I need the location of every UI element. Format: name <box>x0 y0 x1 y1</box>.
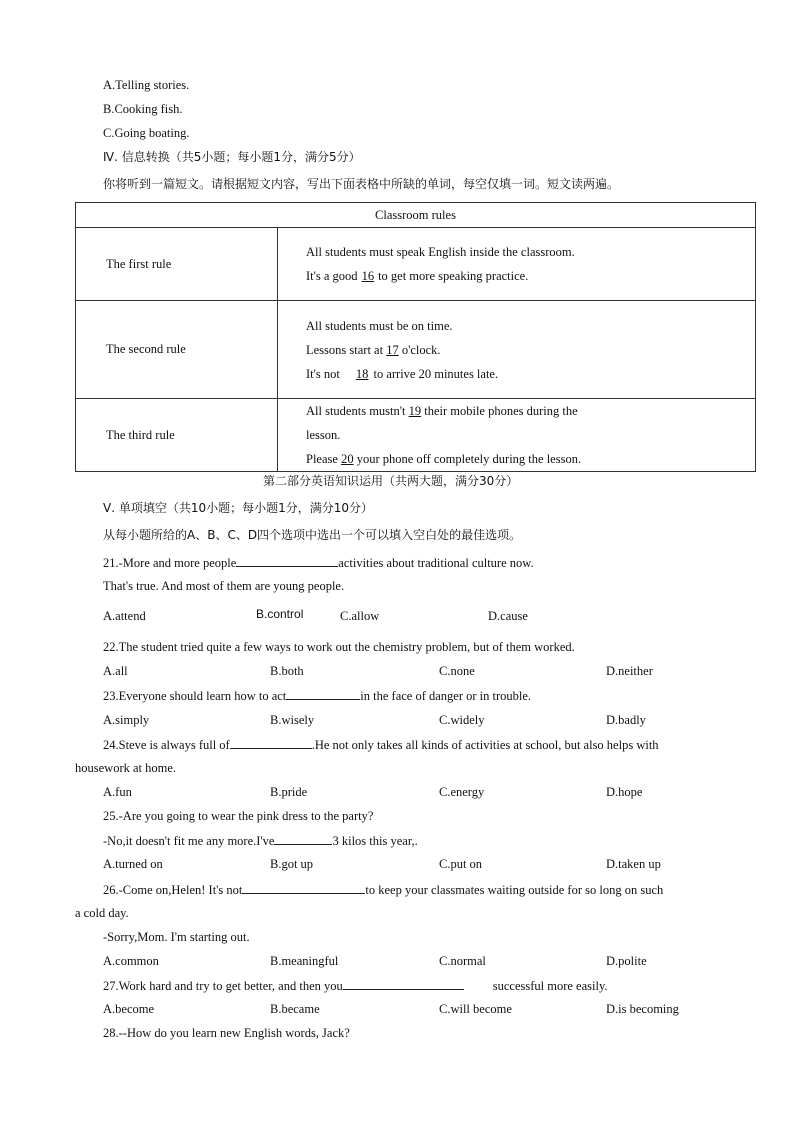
question-24-line-1 <box>103 736 659 753</box>
q26-option-d[interactable]: D.polite <box>606 954 647 968</box>
q21-text-a: 21.-More and more people <box>103 556 237 570</box>
rule-3-line-2: lesson. <box>306 428 341 442</box>
q27-option-c[interactable]: C.will become <box>439 1002 512 1016</box>
q21-answer-blank[interactable] <box>236 554 338 567</box>
q22-option-b[interactable]: B.both <box>270 664 304 678</box>
question-24-line-2: housework at home. <box>75 761 177 775</box>
q21-text-b: activities about traditional culture now. <box>338 556 534 570</box>
question-27-text <box>103 977 608 994</box>
table-title-text: Classroom rules <box>375 207 456 222</box>
table-row <box>76 228 756 301</box>
question-23-text <box>103 687 531 704</box>
rule-label: The third rule <box>106 427 175 442</box>
q26-answer-blank[interactable] <box>242 881 365 894</box>
q21-option-d[interactable]: D.cause <box>488 609 528 623</box>
q27-option-a[interactable]: A.become <box>103 1002 155 1016</box>
question-26-line-2: a cold day. <box>75 906 129 920</box>
table-title <box>76 203 756 228</box>
question-21-line-2: That's true. And most of them are young people. <box>103 579 345 593</box>
part-2-heading: 第二部分英语知识运用（共两大题，满分30分） <box>263 474 519 488</box>
table-row <box>76 301 756 399</box>
table-row <box>76 399 756 472</box>
option-a-telling-stories: A.Telling stories. <box>103 78 190 92</box>
rule-2-line-1: All students must be on time. <box>306 318 453 333</box>
q22-option-c[interactable]: C.none <box>439 664 475 678</box>
q23-option-b[interactable]: B.wisely <box>270 713 315 727</box>
q22-option-d[interactable]: D.neither <box>606 664 653 678</box>
q26-option-a[interactable]: A.common <box>103 954 159 968</box>
rule-3-text-c: Please <box>306 452 338 466</box>
q23-option-d[interactable]: D.badly <box>606 713 646 727</box>
q23-option-c[interactable]: C.widely <box>439 713 485 727</box>
q25-text-b: 3 kilos this year,. <box>332 834 418 848</box>
q23-text-a: 23.Everyone should learn how to act <box>103 689 287 703</box>
q24-option-d[interactable]: D.hope <box>606 785 643 799</box>
q27-text-a: 27.Work hard and try to get better, and then you <box>103 979 343 993</box>
q24-option-b[interactable]: B.pride <box>270 785 308 799</box>
question-26-line-3: -Sorry,Mom. I'm starting out. <box>103 930 250 944</box>
option-b-cooking-fish: B.Cooking fish. <box>103 102 183 116</box>
question-26-line-1 <box>103 881 663 898</box>
q25-option-b[interactable]: B.got up <box>270 857 314 871</box>
question-21-line-1 <box>103 554 534 571</box>
q24-option-a[interactable]: A.fun <box>103 785 132 799</box>
section-5-heading: Ⅴ. 单项填空（共10小题；每小题1分，满分10分） <box>103 501 374 515</box>
q25-option-c[interactable]: C.put on <box>439 857 483 871</box>
rule-3-text-d: your phone off completely during the lesson. <box>356 452 582 466</box>
q22-option-a[interactable]: A.all <box>103 664 128 678</box>
blank-19[interactable]: 19 <box>408 404 422 418</box>
rule-content-cell <box>278 301 756 399</box>
rule-1-line-2 <box>306 264 755 288</box>
rule-1-text-a: It's a good <box>306 269 358 283</box>
q25-option-a[interactable]: A.turned on <box>103 857 163 871</box>
blank-20[interactable]: 20 <box>341 452 354 466</box>
rule-content-cell <box>278 228 756 301</box>
q21-option-b[interactable]: B.control <box>256 607 304 621</box>
q24-text-b: .He not only takes all kinds of activities at school, but also helps with <box>311 738 659 752</box>
q24-answer-blank[interactable] <box>230 736 312 749</box>
rule-2-text-d: to arrive 20 minutes late. <box>373 366 499 381</box>
section-4-heading: Ⅳ. 信息转换（共5小题；每小题1分，满分5分） <box>103 150 361 164</box>
classroom-rules-table <box>75 202 756 472</box>
question-25-line-2 <box>103 832 418 849</box>
blank-18[interactable]: 18 <box>355 366 369 381</box>
rule-label-cell <box>76 301 278 399</box>
rule-label: The second rule <box>106 342 186 356</box>
rule-2-line-2 <box>306 338 755 362</box>
q21-option-a[interactable]: A.attend <box>103 609 146 623</box>
rule-2-line-3 <box>306 362 755 386</box>
q27-answer-blank[interactable] <box>343 977 464 990</box>
rule-2-text-b: o'clock. <box>401 342 441 357</box>
rule-label: The first rule <box>106 256 172 271</box>
q23-option-a[interactable]: A.simply <box>103 713 150 727</box>
q26-option-c[interactable]: C.normal <box>439 954 486 968</box>
q23-text-b: in the face of danger or in trouble. <box>360 689 532 703</box>
question-28-text: 28.--How do you learn new English words, Jack? <box>103 1026 350 1040</box>
q25-option-d[interactable]: D.taken up <box>606 857 661 871</box>
rule-label-cell <box>76 399 278 472</box>
rule-3-line-1 <box>306 399 755 423</box>
rule-3-text-a: All students mustn't <box>306 404 406 418</box>
rule-2-text-a: Lessons start at <box>306 342 384 357</box>
rule-1-line-1: All students must speak English inside the classroom. <box>306 245 575 259</box>
q27-text-b: successful more easily. <box>492 979 608 993</box>
q25-answer-blank[interactable] <box>274 832 332 845</box>
q23-answer-blank[interactable] <box>286 687 360 700</box>
q26-option-b[interactable]: B.meaningful <box>270 954 339 968</box>
rule-content-cell <box>278 399 756 472</box>
section-5-instruction: 从每小题所给的A、B、C、D四个选项中选出一个可以填入空白处的最佳选项。 <box>103 528 522 542</box>
q27-option-b[interactable]: B.became <box>270 1002 320 1016</box>
q25-text-a: -No,it doesn't fit me any more.I've <box>103 834 275 848</box>
q27-option-d[interactable]: D.is becoming <box>606 1002 679 1016</box>
q21-option-c[interactable]: C.allow <box>340 609 380 623</box>
q24-text-a: 24.Steve is always full of <box>103 738 230 752</box>
rule-3-line-3 <box>306 447 755 471</box>
blank-17[interactable]: 17 <box>386 342 399 357</box>
blank-16[interactable]: 16 <box>361 269 375 283</box>
section-4-instruction: 你将听到一篇短文。请根据短文内容，写出下面表格中所缺的单词，每空仅填一词。短文读两遍。 <box>103 177 620 191</box>
q24-option-c[interactable]: C.energy <box>439 785 485 799</box>
rule-3-text-b: their mobile phones during the <box>424 404 578 418</box>
question-25-line-1: 25.-Are you going to wear the pink dress to the party? <box>103 809 374 823</box>
rule-2-text-c: It's not <box>306 366 340 381</box>
q26-text-a: 26.-Come on,Helen! It's not <box>103 883 243 897</box>
rule-label-cell <box>76 228 278 301</box>
q26-text-b: to keep your classmates waiting outside for so long on such <box>365 883 664 897</box>
option-c-going-boating: C.Going boating. <box>103 126 190 140</box>
question-22-text: 22.The student tried quite a few ways to work out the chemistry problem, but of them worked. <box>103 640 575 654</box>
rule-1-text-b: to get more speaking practice. <box>378 269 529 283</box>
